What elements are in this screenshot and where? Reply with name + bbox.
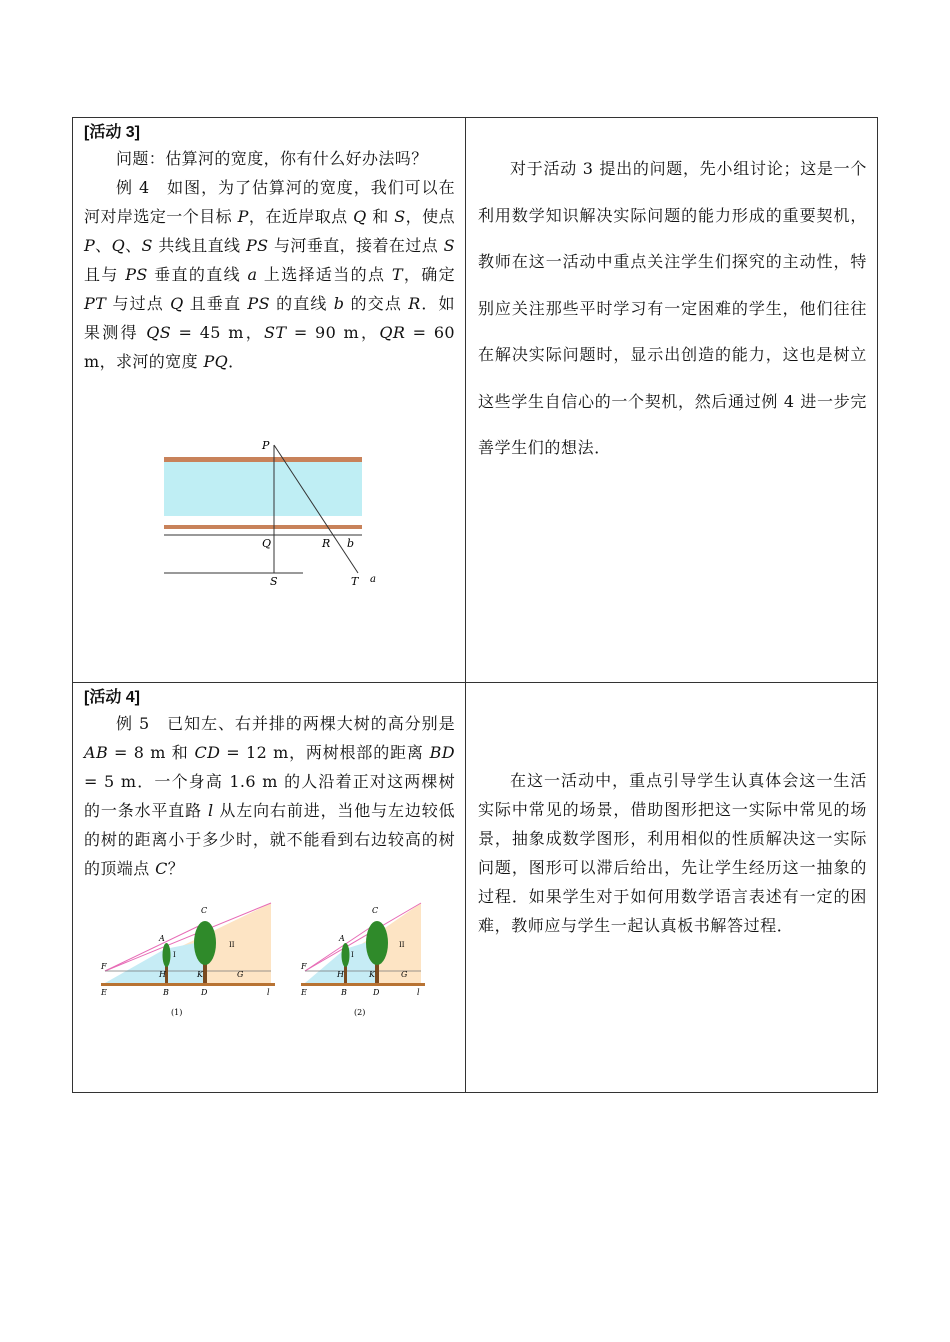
label-II-1: II (229, 941, 235, 949)
trees-figure-2 (300, 903, 425, 1017)
label-I-2: I (351, 951, 354, 959)
label-K-2: K (369, 970, 375, 979)
label-K-1: K (197, 970, 203, 979)
example4-text: 例 4 如图，为了估算河的宽度，我们可以在河对岸选定一个目标 P，在近岸取点 Q 和 S，使点 P、Q、S 共线且直线 PS 与河垂直，接着在过点 S 且与 PS 垂直的直线 a 上选择适当的点 T，确定 PT 与过点 Q 且垂直 PS 的直线 b 的交点 R．如果测得 QS = 45 m，ST = 90 m，QR = 60 m，求河的宽度 PQ． (84, 178, 456, 371)
activity3-heading: [活动 3] (84, 124, 141, 141)
label-l-2: l (417, 988, 420, 997)
activity3-question: 问题：估算河的宽度，你有什么好办法吗？ (116, 149, 428, 168)
label-F-1: F (101, 962, 107, 971)
activity3-content-cell (73, 118, 466, 682)
small-tree-2 (342, 943, 350, 967)
activity4-heading: [活动 4] (84, 689, 141, 706)
label-E-1: E (101, 988, 107, 997)
lesson-table (72, 117, 878, 1093)
label-B-1: B (163, 988, 169, 997)
activity4-row (73, 683, 877, 1092)
ground-1 (101, 983, 275, 986)
label-C-2: C (372, 906, 379, 915)
label-R: R (322, 537, 331, 550)
label-a: a (370, 574, 376, 585)
example5-text: 例 5 已知左、右并排的两棵大树的高分别是 AB = 8 m 和 CD = 12 m，两树根部的距离 BD = 5 m．一个身高 1.6 m 的人沿着正对这两棵树的一条水平直路 l 从左向右前进，当他与左边较低的树的距离小于多少时，就不能看到右边较高的树的顶端点 C？ (84, 714, 455, 878)
label-S: S (270, 575, 278, 588)
river-band (164, 460, 362, 516)
label-II-2: II (399, 941, 405, 949)
activity4-note: 在这一活动中，重点引导学生认真体会这一生活实际中常见的场景，借助图形把这一实际中常见的场景，抽象成数学图形，利用相似的性质解决这一实际问题，图形可以滞后给出，先让学生经历这一抽象的过程．如果学生对于如何用数学语言表述有一定的困难，教师应与学生一起认真板书解答过程． (478, 771, 867, 935)
label-H-1: H (159, 970, 166, 979)
label-D-2: D (373, 988, 380, 997)
activity4-content-cell (73, 683, 466, 1092)
label-B-2: B (341, 988, 347, 997)
ground-2 (301, 983, 425, 986)
activity3-note: 对于活动 3 提出的问题，先小组讨论；这是一个利用数学知识解决实际问题的能力形成的重要契机，教师在这一活动中重点关注学生们探究的主动性，特别应关注那些平时学习有一定困难的学生，他们往往在解决实际问题时，显示出创造的能力，这也是树立这些学生自信心的一个契机，然后通过例 4 进一步完善学生们的想法． (478, 159, 867, 457)
label-H-2: H (337, 970, 344, 979)
label-l-1: l (267, 988, 270, 997)
label-E-2: E (301, 988, 307, 997)
label-C-1: C (201, 906, 208, 915)
big-tree-1 (194, 921, 216, 965)
far-bank (164, 457, 362, 462)
activity3-row (73, 118, 877, 683)
trees-figure-1 (100, 903, 275, 1017)
caption-1: (1) (171, 1008, 183, 1017)
label-P: P (262, 439, 270, 452)
label-G-1: G (237, 970, 244, 979)
caption-2: (2) (354, 1008, 366, 1017)
near-bank (164, 525, 362, 529)
label-D-1: D (201, 988, 208, 997)
label-Q: Q (262, 537, 272, 550)
activity3-note-cell (466, 118, 877, 682)
activity4-note-cell (466, 683, 877, 1092)
trees-figure (101, 891, 431, 1041)
big-tree-2 (366, 921, 388, 965)
label-b: b (347, 537, 355, 550)
small-tree-1 (163, 943, 171, 967)
label-G-2: G (401, 970, 408, 979)
river-width-figure (158, 439, 376, 589)
label-T: T (351, 575, 359, 588)
label-I-1: I (173, 951, 176, 959)
label-A-2: A (339, 934, 345, 943)
label-A-1: A (159, 934, 165, 943)
label-F-2: F (301, 962, 307, 971)
